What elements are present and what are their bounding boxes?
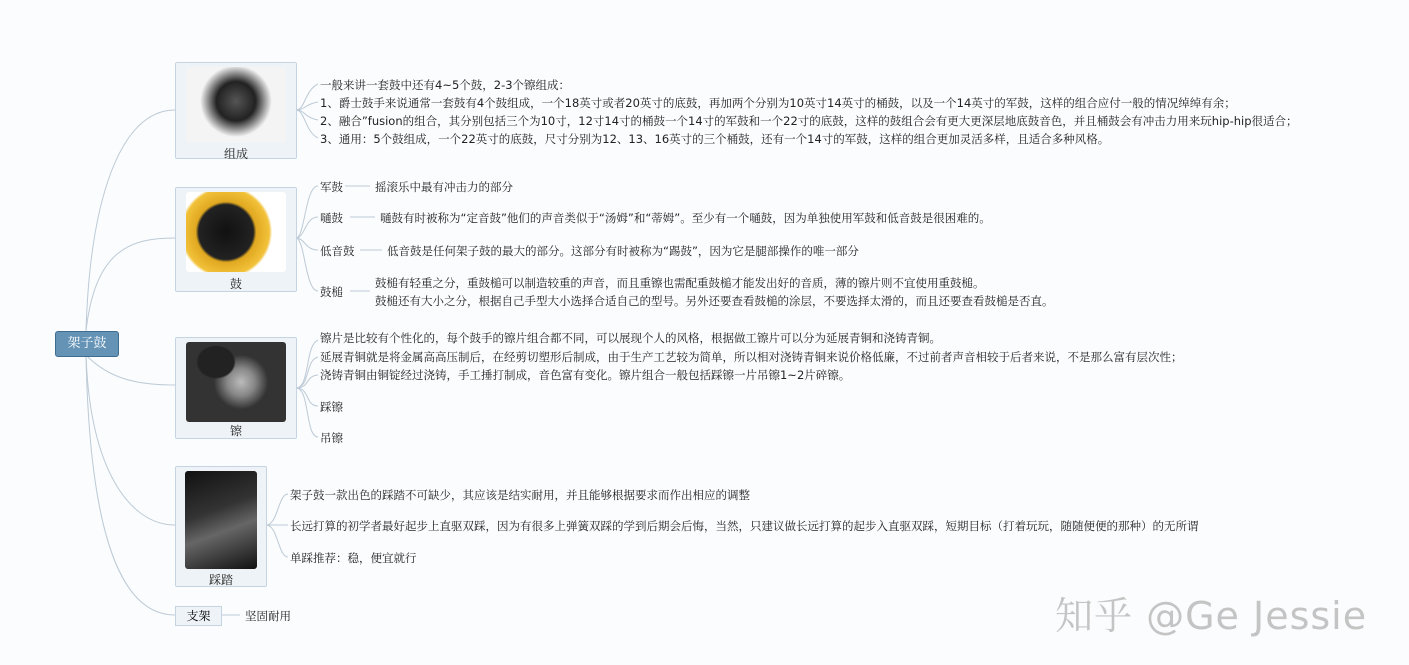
child-tom[interactable]: 嗵鼓	[320, 211, 343, 225]
pedal-image	[185, 471, 257, 569]
node-label: 踩踏	[208, 573, 233, 587]
text-line: 镲片是比较有个性化的，每个鼓手的镲片组合都不同，可以展现个人的风格，根据做工镲片可以分为延展青铜和浇铸青铜。	[320, 331, 941, 345]
text-line: 摇滚乐中最有冲击力的部分	[375, 180, 513, 194]
node-cymbals[interactable]	[175, 337, 297, 439]
node-label: 鼓	[229, 277, 242, 291]
root-node[interactable]: 架子鼓	[55, 331, 119, 357]
text-line: 1、爵士鼓手来说通常一套鼓有4个鼓组成，一个18英寸或者20英寸的底鼓，再加两个分别为10英寸14英寸的桶鼓，以及一个14英寸的军鼓，这样的组合应付一般的情况绰绰有余；	[320, 96, 1236, 110]
bass-drum-image	[186, 192, 286, 272]
text-line: 3、通用：5个鼓组成，一个22英寸的底鼓，尺寸分别为12、13、16英寸的三个桶鼓，还有一个14寸的军鼓，这样的组合更加灵活多样，且适合多种风格。	[320, 132, 1110, 146]
node-pedal[interactable]	[175, 466, 267, 587]
watermark: 知乎 @Ge Jessie	[1055, 594, 1368, 638]
text-line: 一般来讲一套鼓中还有4~5个鼓，2-3个镲组成：	[320, 78, 571, 92]
child-drumsticks[interactable]: 鼓槌	[320, 285, 343, 299]
text-line: 鼓槌有轻重之分，重鼓槌可以制造较重的声音，而且重镲也需配重鼓槌才能发出好的音质，薄的镲片则不宜使用重鼓槌。	[375, 276, 985, 290]
text-line: 架子鼓一款出色的踩踏不可缺少，其应该是结实耐用，并且能够根据要求而作出相应的调整	[290, 488, 750, 502]
node-drums[interactable]	[175, 187, 297, 292]
node-stand[interactable]: 支架	[175, 606, 222, 626]
text-line: 长远打算的初学者最好起步上直驱双踩，因为有很多上弹簧双踩的学到后期会后悔，当然，只建议做长远打算的起步入直驱双踩，短期目标（打着玩玩，随随便便的那种）的无所谓	[290, 519, 1199, 533]
text-line: 延展青铜就是将金属高高压制后，在经剪切塑形后制成，由于生产工艺较为简单，所以相对浇铸青铜来说价格低廉，不过前者声音相较于后者来说，不是那么富有层次性；	[320, 350, 1183, 364]
text-line: 鼓槌还有大小之分，根据自己手型大小选择合适自己的型号。另外还要查看鼓槌的涂层，不要选择太滑的，而且还要查看鼓槌是否直。	[375, 294, 1054, 308]
child-hihat[interactable]: 踩镲	[320, 400, 343, 414]
text-line: 2、融合”fusion的组合，其分别包括三个为10寸，12寸14寸的桶鼓一个14寸的军鼓和一个22寸的底鼓，这样的鼓组合会有更大更深层地底鼓音色，并且桶鼓会有冲击力用来玩hip-hip很适合；	[320, 114, 1298, 128]
cymbal-kit-image	[186, 342, 286, 422]
text-line: 坚固耐用	[245, 609, 291, 623]
drum-kit-image	[186, 67, 286, 143]
child-snare[interactable]: 军鼓	[320, 180, 343, 194]
text-line: 单踩推荐：稳，便宜就行	[290, 551, 417, 565]
child-crash[interactable]: 吊镲	[320, 431, 343, 445]
node-composition[interactable]	[175, 62, 297, 159]
text-line: 嗵鼓有时被称为“定音鼓”他们的声音类似于“汤姆”和“蒂姆”。至少有一个嗵鼓，因为单独使用军鼓和低音鼓是很困难的。	[380, 211, 991, 225]
text-line: 浇铸青铜由铜锭经过浇铸，手工捶打制成，音色富有变化。镲片组合一般包括踩镲一片吊镲1~2片碎镲。	[320, 368, 851, 382]
text-line: 低音鼓是任何架子鼓的最大的部分。这部分有时被称为“踢鼓”，因为它是腿部操作的唯一部分	[387, 244, 859, 258]
node-label: 组成	[223, 147, 248, 161]
child-bass-drum[interactable]: 低音鼓	[320, 244, 355, 258]
node-label: 镲	[229, 424, 242, 438]
